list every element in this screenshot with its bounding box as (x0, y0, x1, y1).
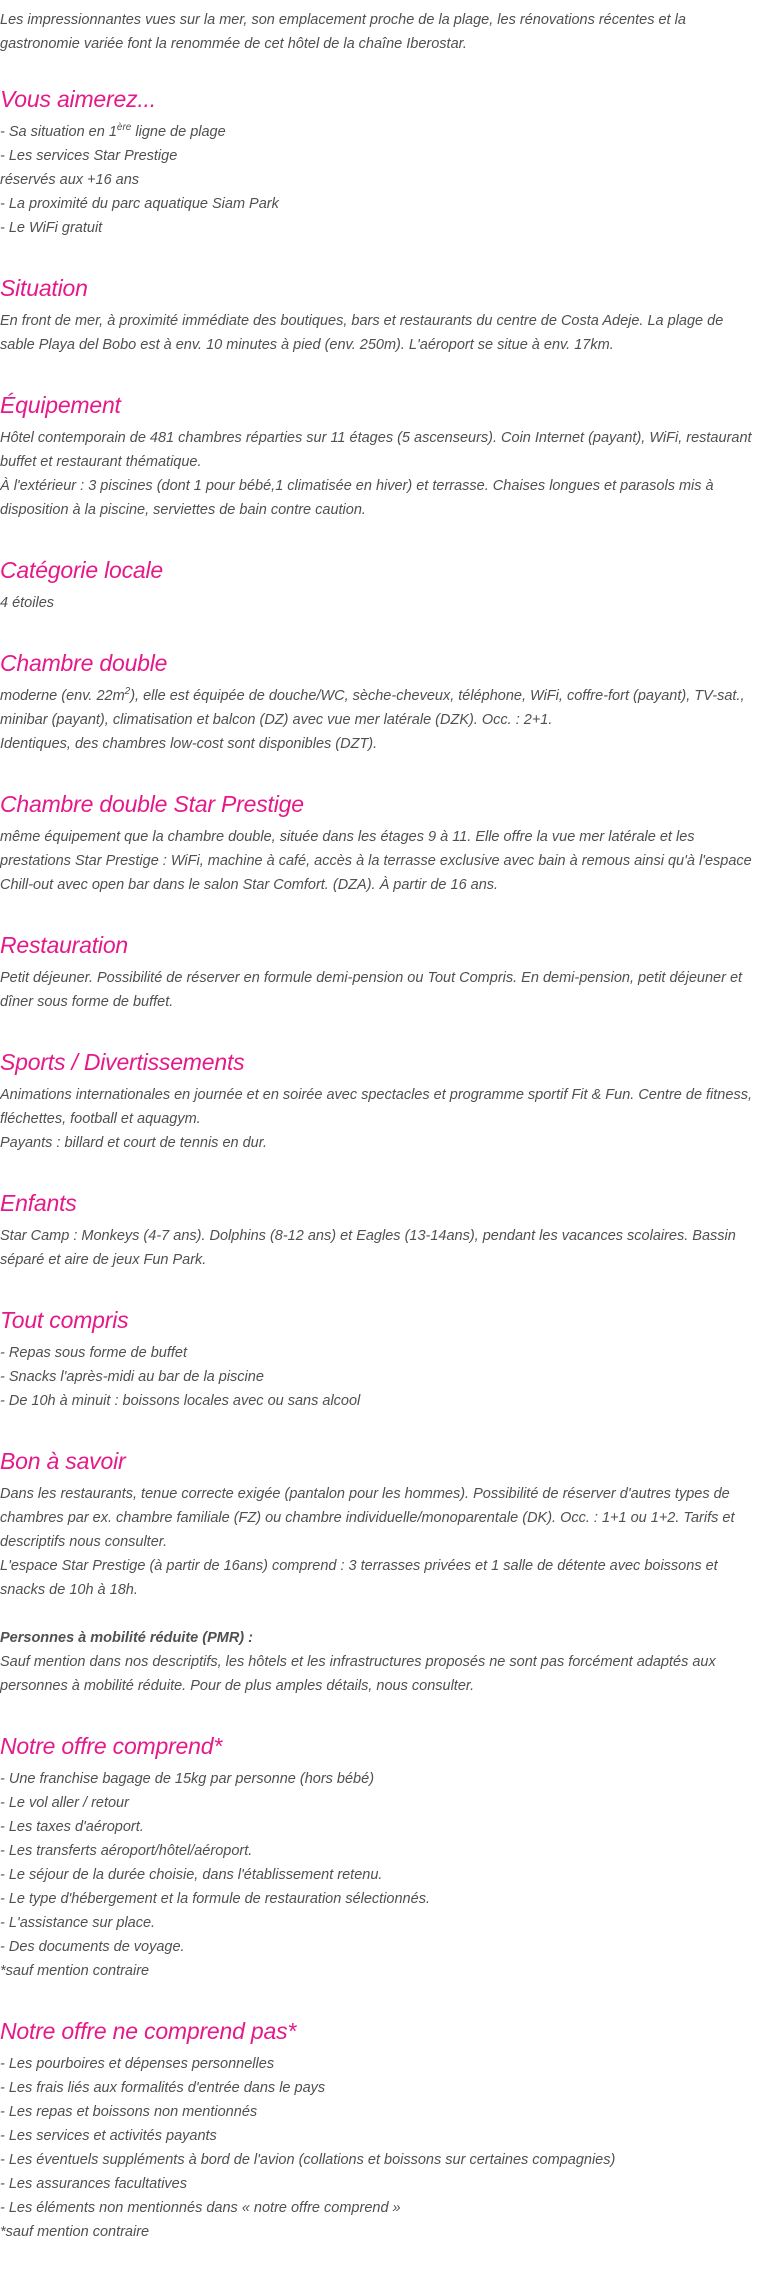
list-item: - Snacks l'après-midi au bar de la piscine (0, 1369, 264, 1385)
section-category (0, 555, 758, 615)
section-double-room (0, 648, 758, 756)
section-title: Notre offre ne comprend pas* (0, 2018, 297, 2044)
list-item: - Les services Star Prestige (0, 148, 178, 164)
section-text: Identiques, des chambres low-cost sont disponibles (DZT). (0, 736, 378, 752)
text-part: moderne (env. 22m (0, 688, 125, 704)
superscript: 2 (124, 686, 131, 698)
list-item: - Les transferts aéroport/hôtel/aéroport. (0, 1843, 253, 1859)
list-item: - Les services et activités payants (0, 2128, 217, 2144)
section-excludes (0, 2016, 758, 2244)
section-title: Sports / Divertissements (0, 1049, 245, 1075)
text-part: ), elle est équipée de douche/WC, sèche-cheveux, téléphone, WiFi, coffre-fort (payant), TV-sat., minibar (payant), climatisation et balcon (DZ) avec vue mer latérale (DZK). Occ. : 2+1. (0, 688, 745, 728)
pmr-text: Sauf mention dans nos descriptifs, les hôtels et les infrastructures proposés ne sont pas forcément adaptés aux personnes à mobilité réduite. Pour de plus amples détails, nous consulter. (0, 1654, 716, 1694)
list-item: - Les frais liés aux formalités d'entrée dans le pays (0, 2080, 326, 2096)
section-title: Tout compris (0, 1307, 129, 1333)
list-item: - Le type d'hébergement et la formule de restauration sélectionnés. (0, 1891, 430, 1907)
section-includes (0, 1731, 758, 1983)
list-item-text: - Sa situation en 1 (0, 124, 117, 140)
list-item: - Des documents de voyage. (0, 1939, 185, 1955)
section-text: L'espace Star Prestige (à partir de 16ans) comprend : 3 terrasses privées et 1 salle de détente avec boissons et snacks de 10h à 18h. (0, 1558, 718, 1598)
footnote: *sauf mention contraire (0, 1963, 150, 1979)
section-text: Petit déjeuner. Possibilité de réserver en formule demi-pension ou Tout Compris. En demi-pension, petit déjeuner et dîner sous forme de buffet. (0, 970, 743, 1010)
section-title: Situation (0, 275, 88, 301)
footnote: *sauf mention contraire (0, 2224, 150, 2240)
section-kids (0, 1188, 758, 1272)
section-text: Dans les restaurants, tenue correcte exigée (pantalon pour les hommes). Possibilité de réserver d'autres types de chambres par ex. chambre familiale (FZ) ou chambre individuelle/monoparentale (DK). Occ. : 1+1 ou 1+2. Tarifs et descriptifs nous consulter. (0, 1486, 735, 1550)
section-title: Chambre double Star Prestige (0, 791, 304, 817)
section-text: En front de mer, à proximité immédiate des boutiques, bars et restaurants du centre de Costa Adeje. La plage de sable Playa del Bobo est à env. 10 minutes à pied (env. 250m). L'aéroport se situe à env. 17km. (0, 313, 724, 353)
list-item: - L'assistance sur place. (0, 1915, 156, 1931)
list-item-text: ligne de plage (131, 124, 226, 140)
list-item (0, 120, 758, 144)
section-text: À l'extérieur : 3 piscines (dont 1 pour bébé,1 climatisée en hiver) et terrasse. Chaises longues et parasols mis à disposition à la piscine, serviettes de bain contre caution. (0, 478, 714, 518)
list-item: - Les taxes d'aéroport. (0, 1819, 144, 1835)
section-text: Animations internationales en journée et en soirée avec spectacles et programme sportif Fit & Fun. Centre de fitness, fléchettes, football et aquagym. (0, 1087, 752, 1127)
list-item: - Les pourboires et dépenses personnelles (0, 2056, 275, 2072)
list-item: - Les assurances facultatives (0, 2176, 187, 2192)
section-title: Restauration (0, 932, 129, 958)
list-item: - De 10h à minuit : boissons locales avec ou sans alcool (0, 1393, 361, 1409)
section-situation (0, 273, 758, 357)
section-text (0, 684, 758, 732)
section-text: Star Camp : Monkeys (4-7 ans). Dolphins (8-12 ans) et Eagles (13-14ans), pendant les vacances scolaires. Bassin séparé et aire de jeux Fun Park. (0, 1228, 736, 1268)
list-item: - Le WiFi gratuit (0, 220, 103, 236)
section-title: Catégorie locale (0, 557, 164, 583)
section-title: Chambre double (0, 650, 168, 676)
spacer (0, 1602, 758, 1626)
section-equipment (0, 390, 758, 522)
section-prestige-room (0, 789, 758, 897)
list-item: - Les éléments non mentionnés dans « notre offre comprend » (0, 2200, 401, 2216)
pmr-title: Personnes à mobilité réduite (PMR) : (0, 1630, 253, 1646)
list-item: - Le séjour de la durée choisie, dans l'établissement retenu. (0, 1867, 383, 1883)
section-title: Bon à savoir (0, 1448, 126, 1474)
section-title: Équipement (0, 392, 121, 418)
section-sports (0, 1047, 758, 1155)
list-item-continuation: réservés aux +16 ans (0, 172, 140, 188)
list-item: - Repas sous forme de buffet (0, 1345, 187, 1361)
section-all-inclusive (0, 1305, 758, 1413)
list-item: - Les éventuels suppléments à bord de l'avion (collations et boissons sur certaines compagnies) (0, 2152, 616, 2168)
section-title: Enfants (0, 1190, 77, 1216)
section-good-to-know (0, 1446, 758, 1698)
intro-text: Les impressionnantes vues sur la mer, son emplacement proche de la plage, les rénovations récentes et la gastronomie variée font la renommée de cet hôtel de la chaîne Iberostar. (0, 12, 686, 52)
section-text: 4 étoiles (0, 595, 55, 611)
list-item: - La proximité du parc aquatique Siam Park (0, 196, 279, 212)
section-title: Vous aimerez... (0, 86, 156, 112)
list-item: - Le vol aller / retour (0, 1795, 129, 1811)
list-item: - Une franchise bagage de 15kg par personne (hors bébé) (0, 1771, 375, 1787)
section-text: Payants : billard et court de tennis en dur. (0, 1135, 268, 1151)
list-item: - Les repas et boissons non mentionnés (0, 2104, 258, 2120)
section-text: même équipement que la chambre double, située dans les étages 9 à 11. Elle offre la vue mer latérale et les prestations Star Prestige : WiFi, machine à café, accès à la terrasse exclusive avec bain à remous ainsi qu'à l'espace Chill-out avec open bar dans le salon Star Comfort. (DZA). À partir de 16 ans. (0, 829, 752, 893)
section-love (0, 84, 758, 240)
section-restaurant (0, 930, 758, 1014)
section-text: Hôtel contemporain de 481 chambres réparties sur 11 étages (5 ascenseurs). Coin Internet (payant), WiFi, restaurant buffet et restaurant thématique. (0, 430, 752, 470)
section-title: Notre offre comprend* (0, 1733, 223, 1759)
superscript: ère (116, 122, 132, 134)
